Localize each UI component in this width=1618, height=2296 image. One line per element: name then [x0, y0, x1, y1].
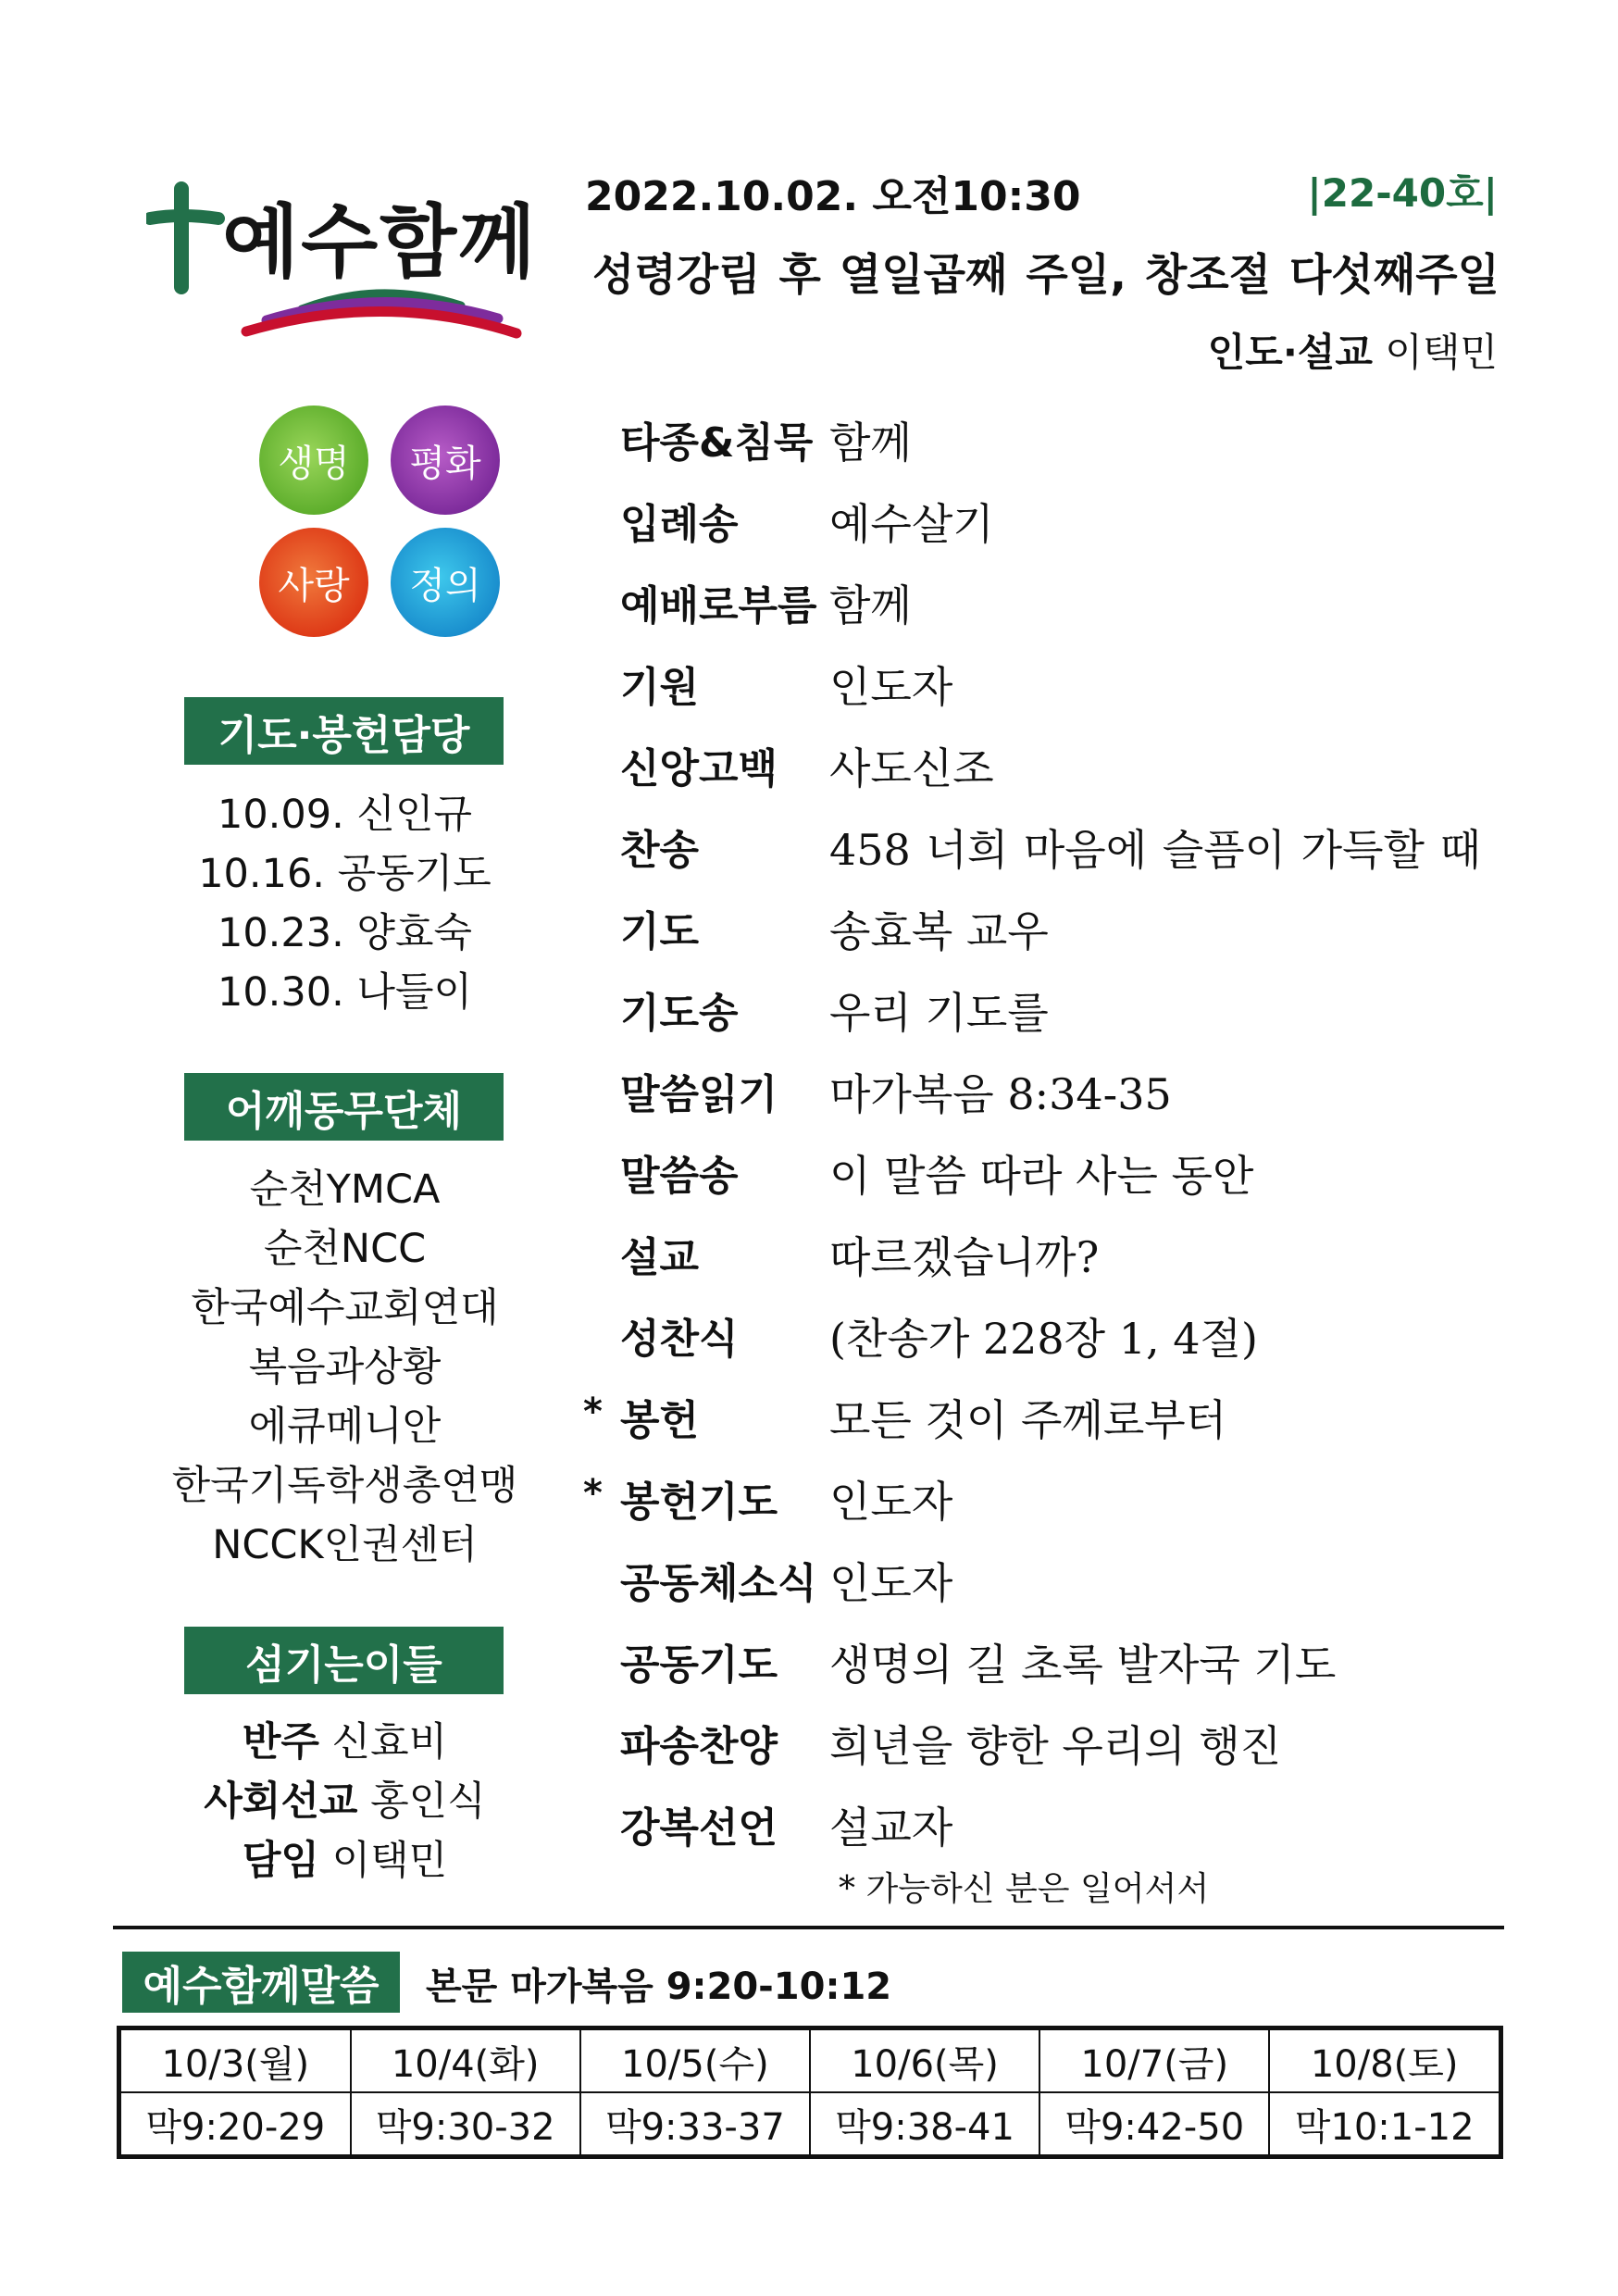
standing-marker: *: [583, 1472, 603, 1515]
partners-list: [139, 1160, 551, 1575]
servants-list: [139, 1713, 551, 1890]
order-item-label: 기원: [620, 664, 700, 711]
order-row: [583, 1294, 1509, 1376]
order-row: [583, 724, 1509, 805]
servant-item: [139, 1831, 551, 1890]
order-item-label: 기도송: [620, 990, 739, 1037]
servant-role: 사회선교: [204, 1778, 358, 1825]
order-item-label: 봉헌기도: [620, 1479, 778, 1526]
daily-word-heading: 예수함께말씀: [122, 1952, 400, 2013]
order-row: [583, 805, 1509, 887]
daily-word-passage: 본문 마가복음 9:20-10:12: [426, 1965, 892, 2008]
logo-text: 예수함께: [222, 196, 538, 289]
partners-heading: 어깨동무단체: [184, 1073, 504, 1141]
order-item-label: 타종&침묵: [620, 419, 814, 467]
order-item-value: 생명의 길 초록 발자국 기도: [829, 1640, 1337, 1690]
value-justice-badge: 정의: [391, 528, 500, 637]
order-item-value: 모든 것이 주께로부터: [829, 1395, 1227, 1445]
reading-day-cell: 10/8(토): [1269, 2028, 1500, 2093]
partner-item: 순천YMCA: [249, 1167, 441, 1213]
order-row: [583, 643, 1509, 724]
servant-item: [139, 1772, 551, 1831]
order-item-label: 공동체소식: [620, 1560, 817, 1607]
church-logo: [146, 176, 538, 370]
order-item-label: 공동기도: [620, 1641, 778, 1689]
prayer-schedule-item: 10.09. 신인규: [217, 792, 473, 838]
prayer-schedule-item: 10.23. 양효숙: [217, 910, 473, 956]
issue-number: |22-40호|: [1307, 170, 1498, 216]
order-row: [583, 1539, 1509, 1620]
servant-role: 반주: [242, 1719, 319, 1766]
order-item-value: 따르겠습니까?: [829, 1232, 1100, 1282]
servant-role: 담임: [242, 1838, 319, 1884]
leader-role: 인도·설교: [1207, 330, 1373, 375]
order-item-label: 설교: [620, 1234, 700, 1281]
servant-name: 홍인식: [370, 1778, 486, 1825]
reading-day-cell: 10/6(목): [810, 2028, 1039, 2093]
order-item-value: 인도자: [829, 1477, 953, 1527]
reading-passage-cell: 막10:1-12: [1269, 2092, 1500, 2157]
partner-item: 에큐메니안: [248, 1404, 442, 1450]
partner-item: 복음과상황: [248, 1344, 442, 1391]
daily-reading-table: [117, 2026, 1503, 2159]
order-row: [583, 1131, 1509, 1213]
order-of-worship: [583, 398, 1509, 1865]
order-item-value: 희년을 향한 우리의 행진: [829, 1721, 1282, 1771]
order-item-value: 이 말씀 따라 사는 동안: [829, 1151, 1254, 1201]
servant-name: 신효비: [331, 1719, 448, 1766]
service-title: 성령강림 후 열일곱째 주일, 창조절 다섯째주일: [592, 250, 1500, 301]
prayer-schedule-item: 10.30. 나들이: [217, 969, 473, 1016]
reading-passage-cell: 막9:20-29: [119, 2092, 351, 2157]
partner-item: 순천NCC: [263, 1226, 427, 1272]
value-peace-badge: 평화: [391, 406, 500, 515]
order-row: [583, 1213, 1509, 1294]
prayer-offering-heading: 기도·봉헌담당: [184, 697, 504, 765]
order-row: [583, 1620, 1509, 1702]
order-item-value: 설교자: [829, 1803, 953, 1853]
prayer-schedule-item: 10.16. 공동기도: [198, 851, 492, 897]
order-item-value: 함께: [829, 418, 912, 468]
order-row: [583, 398, 1509, 480]
value-life-badge: 생명: [259, 406, 368, 515]
reading-passage-cell: 막9:42-50: [1039, 2092, 1269, 2157]
order-item-label: 봉헌: [620, 1397, 700, 1444]
order-item-label: 예배로부름: [620, 582, 817, 630]
standing-marker: *: [583, 1391, 603, 1433]
reading-day-cell: 10/4(화): [351, 2028, 580, 2093]
order-item-label: 찬송: [620, 827, 700, 874]
reading-passage-cell: 막9:33-37: [580, 2092, 810, 2157]
servant-name: 이택민: [331, 1838, 448, 1884]
order-row: [583, 1783, 1509, 1865]
order-item-label: 말씀읽기: [620, 1071, 778, 1118]
section-divider: [113, 1926, 1504, 1929]
prayer-schedule-list: [139, 785, 551, 1022]
order-item-value: (찬송가 228장 1, 4절): [829, 1314, 1258, 1364]
order-item-value: 마가복음 8:34-35: [829, 1069, 1172, 1119]
order-item-label: 성찬식: [620, 1316, 739, 1363]
order-row: [583, 561, 1509, 643]
value-love-badge: 사랑: [259, 528, 368, 637]
reading-passage-cell: 막9:30-32: [351, 2092, 580, 2157]
order-item-value: 송효복 교우: [829, 906, 1049, 956]
order-row: [583, 1050, 1509, 1131]
order-item-label: 기도: [620, 908, 700, 955]
service-leader: [1208, 322, 1498, 378]
standing-note: * 가능하신 분은 일어서서: [839, 1870, 1210, 1908]
order-item-label: 파송찬양: [620, 1723, 778, 1770]
order-row: [583, 968, 1509, 1050]
partner-item: 한국예수교회연대: [191, 1285, 499, 1331]
order-item-value: 사도신조: [829, 743, 994, 793]
servant-item: [139, 1713, 551, 1772]
order-item-value: 인도자: [829, 1558, 953, 1608]
service-date-time: 2022.10.02. 오전10:30: [585, 173, 1081, 220]
order-item-value: 우리 기도를: [829, 988, 1049, 1038]
reading-passage-cell: 막9:38-41: [810, 2092, 1039, 2157]
order-item-value: 458 너희 마음에 슬픔이 가득할 때: [829, 825, 1481, 875]
order-item-label: 입례송: [620, 501, 739, 548]
reading-day-cell: 10/7(금): [1039, 2028, 1269, 2093]
order-row: [583, 1376, 1509, 1457]
order-item-value: 인도자: [829, 662, 953, 712]
order-item-value: 함께: [829, 580, 912, 630]
order-row: [583, 1702, 1509, 1783]
order-item-label: 신앙고백: [620, 745, 778, 792]
order-row: [583, 480, 1509, 561]
partner-item: 한국기독학생총연맹: [171, 1463, 518, 1509]
reading-passages-row: [119, 2092, 1501, 2157]
servants-heading: 섬기는이들: [184, 1627, 504, 1694]
order-item-value: 예수살기: [829, 499, 994, 549]
partner-item: NCCK인권센터: [212, 1522, 478, 1568]
order-item-label: 강복선언: [620, 1804, 778, 1852]
leader-name: 이택민: [1385, 330, 1498, 375]
order-row: [583, 887, 1509, 968]
reading-day-cell: 10/5(수): [580, 2028, 810, 2093]
reading-days-row: [119, 2028, 1501, 2093]
order-item-label: 말씀송: [620, 1153, 739, 1200]
reading-day-cell: 10/3(월): [119, 2028, 351, 2093]
order-row: [583, 1457, 1509, 1539]
